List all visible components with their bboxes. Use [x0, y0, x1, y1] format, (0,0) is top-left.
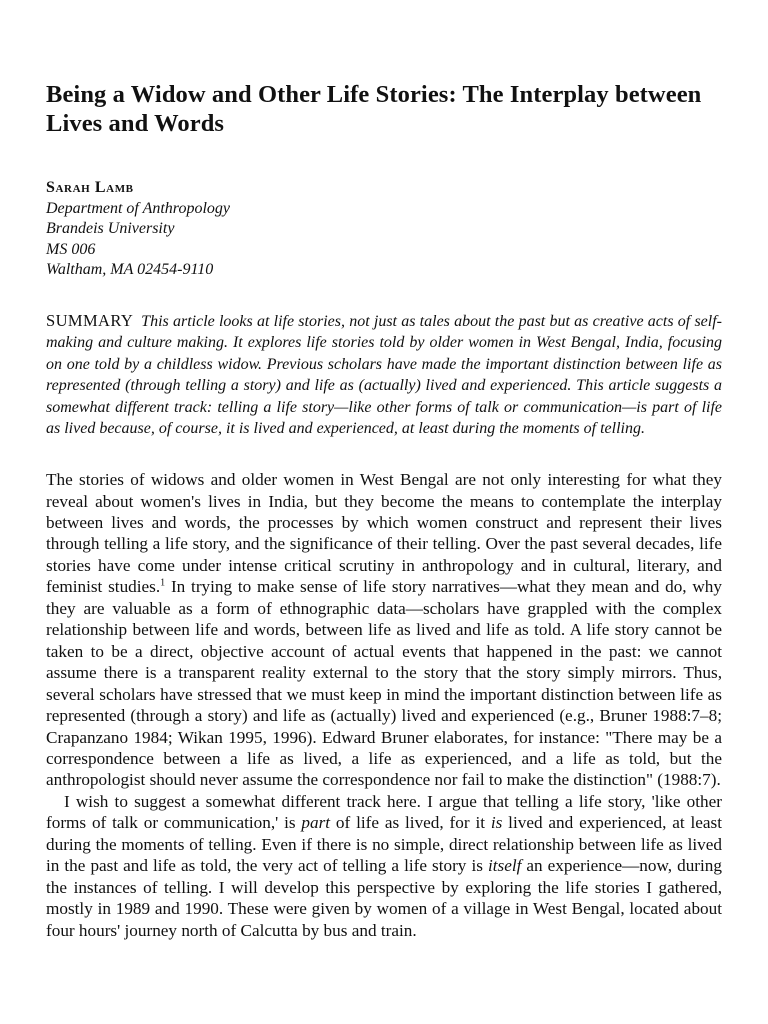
- body-paragraph-2: [46, 791, 722, 941]
- summary-text: This article looks at life stories, not just as tales about the past but as creative acts of self-making and culture making. It explores life stories told by older women in West Bengal, India, focusing on one told by a childless widow. Previous scholars have made the important distinction between life as represented (through telling a story) and life as (actually) lived and experienced. This article suggests a somewhat different track: telling a life story—like other forms of talk or communication—is part of life as lived because, of course, it is lived and experienced, at least during the moments of telling.: [46, 312, 722, 438]
- paragraph-2-emphasis-3: itself: [487, 856, 522, 876]
- author-name: Sarah Lamb: [46, 179, 134, 196]
- article-page: [46, 80, 722, 941]
- article-body: [46, 469, 722, 941]
- paragraph-2-text-b: of life as lived, for it: [330, 813, 491, 833]
- article-title: Being a Widow and Other Life Stories: The Interplay between Lives and Words: [46, 81, 702, 137]
- paragraph-1-text-b: In trying to make sense of life story narratives—what they mean and do, why they are valuable as a form of ethnographic data—scholars have grappled with the complex relationship between life and words, between life as lived and life as told. A life story cannot be taken to be a direct, objective account of actual events that happened in the past: we cannot assume there is a transparent reality external to the story that the story simply mirrors. Thus, several scholars have stressed that we must keep in mind the important distinction between life as represented (through a story) and life as (actually) lived and experienced (e.g., Bruner 1988:7–8; Crapanzano 1984; Wikan 1995, 1996). Edward Bruner elaborates, for instance: "There may be a correspondence between a life as lived, a life as experienced, and a life as told, but the anthropologist should never assume the correspondence nor fail to make the distinction" (1988:7).: [46, 577, 722, 790]
- summary-abstract: [46, 310, 722, 441]
- paragraph-2-emphasis-1: part: [301, 813, 331, 833]
- paragraph-2-text-a: I wish to suggest a somewhat different track here. I argue that telling a life story, 'like other forms of talk or communication,' is: [46, 791, 722, 833]
- summary-label: SUMMARY: [46, 310, 134, 330]
- author-block: [46, 178, 722, 281]
- paragraph-2-text-c: lived and experienced, at least during the moments of telling. Even if there is no simple, direct relationship between life as lived in the past and life as told, the very act of telling a life story is: [46, 813, 722, 876]
- affiliation-mailstop: MS 006: [46, 240, 96, 258]
- affiliation-university: Brandeis University: [46, 220, 175, 237]
- affiliation-department: Department of Anthropology: [46, 199, 230, 217]
- affiliation-city: Waltham, MA 02454-9110: [46, 261, 214, 278]
- body-paragraph-1: [46, 469, 722, 791]
- paragraph-2-emphasis-2: is: [490, 813, 503, 833]
- paragraph-1-text-a: The stories of widows and older women in West Bengal are not only interesting for what they reveal about women's lives in India, but they become the means to contemplate the interplay between lives and words, the processes by which women construct and represent their lives through telling a life story, and the significance of their telling. Over the past several decades, life stories have come under intense critical scrutiny in anthropology and in cultural, literary, and feminist studies.: [46, 470, 722, 597]
- paragraph-2-text-d: an experience—now, during the instances of telling. I will develop this perspective by exploring the life stories I gathered, mostly in 1989 and 1990. These were given by women of a village in West Bengal, located about four hours' journey north of Calcutta by bus and train.: [46, 856, 722, 940]
- footnote-marker[interactable]: 1: [160, 577, 166, 589]
